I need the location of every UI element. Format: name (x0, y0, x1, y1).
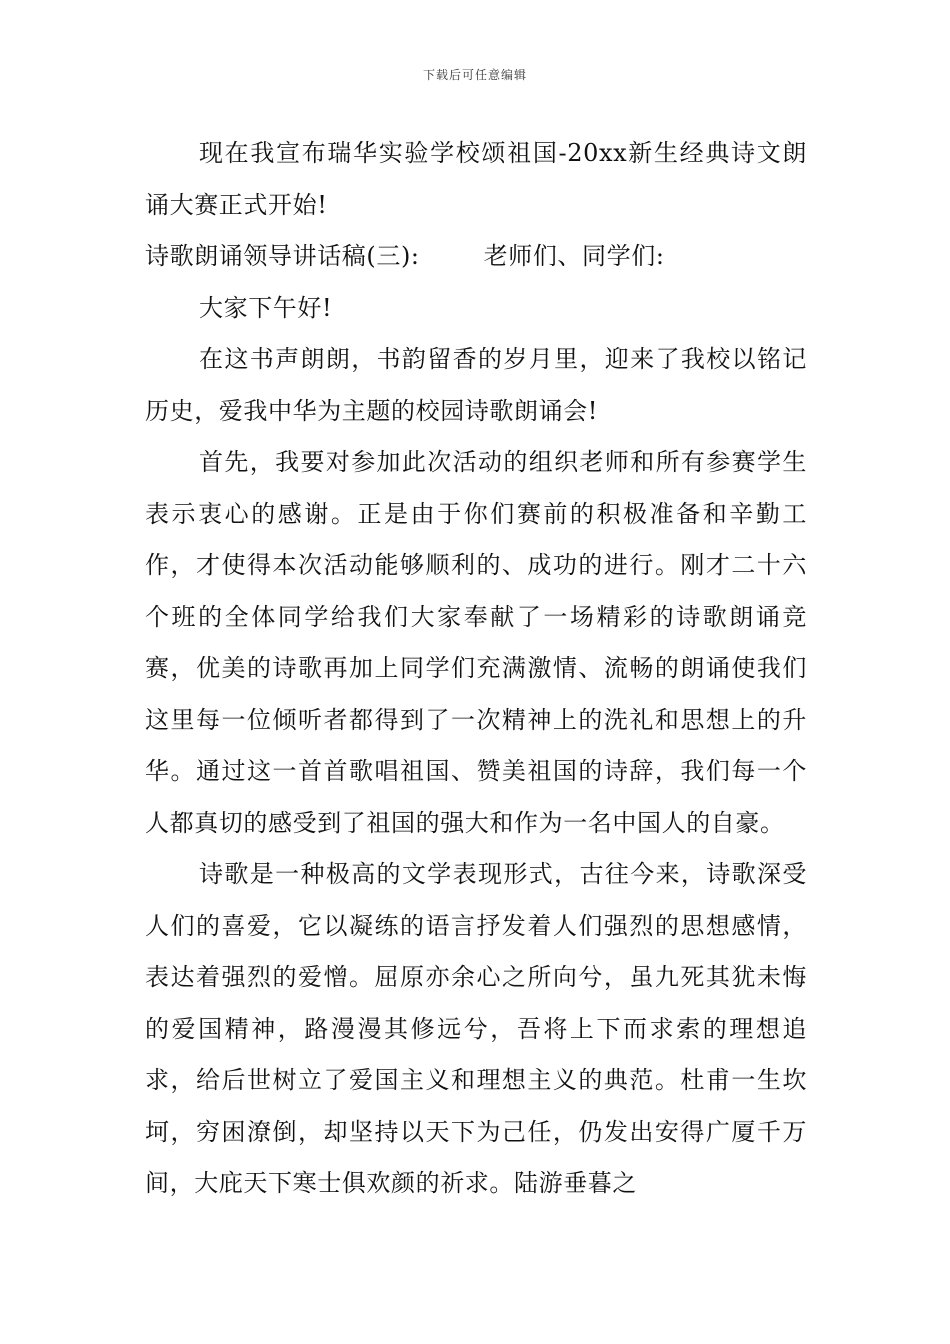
paragraph-greeting: 大家下午好! (199, 293, 333, 322)
speech-heading: 诗歌朗诵领导讲话稿(三): (145, 242, 420, 270)
salutation: 老师们、同学们: (483, 242, 665, 270)
paragraph-thanks: 首先，我要对参加此次活动的组织老师和所有参赛学生表示衷心的感谢。正是由于你们赛前的积极准备和辛勤工作，才使得本次活动能够顺利的、成功的进行。刚才二十六个班的全体同学给我们大家奉献了一场精彩的诗歌朗诵竞赛，优美的诗歌再加上同学们充满激情、流畅的朗诵使我们这里每一位倾听者都得到了一次精神上的洗礼和思想上的升华。通过这一首首歌唱祖国、赞美祖国的诗辞，我们每一个人都真切的感受到了祖国的强大和作为一名中国人的自豪。 (145, 448, 807, 837)
paragraph-poetry: 诗歌是一种极高的文学表现形式，古往今来，诗歌深受人们的喜爱，它以凝练的语言抒发着人们强烈的思想感情，表达着强烈的爱憎。屈原亦余心之所向兮，虽九死其犹未悔的爱国精神，路漫漫其修远兮，吾将上下而求索的理想追求，给后世树立了爱国主义和理想主义的典范。杜甫一生坎坷，穷困潦倒，却坚持以天下为己任，仍发出安得广厦千万间，大庇天下寒士俱欢颜的祈求。陆游垂暮之 (145, 860, 807, 1197)
speech-heading-line (145, 231, 807, 283)
heading-gap (420, 231, 484, 283)
paragraph-opening: 现在我宣布瑞华实验学校颂祖国-20xx新生经典诗文朗诵大赛正式开始! (145, 139, 807, 219)
document-body (145, 128, 807, 1210)
paragraph-intro: 在这书声朗朗，书韵留香的岁月里，迎来了我校以铭记历史，爱我中华为主题的校园诗歌朗诵会! (145, 345, 807, 425)
header-note: 下载后可任意编辑 (422, 68, 527, 82)
